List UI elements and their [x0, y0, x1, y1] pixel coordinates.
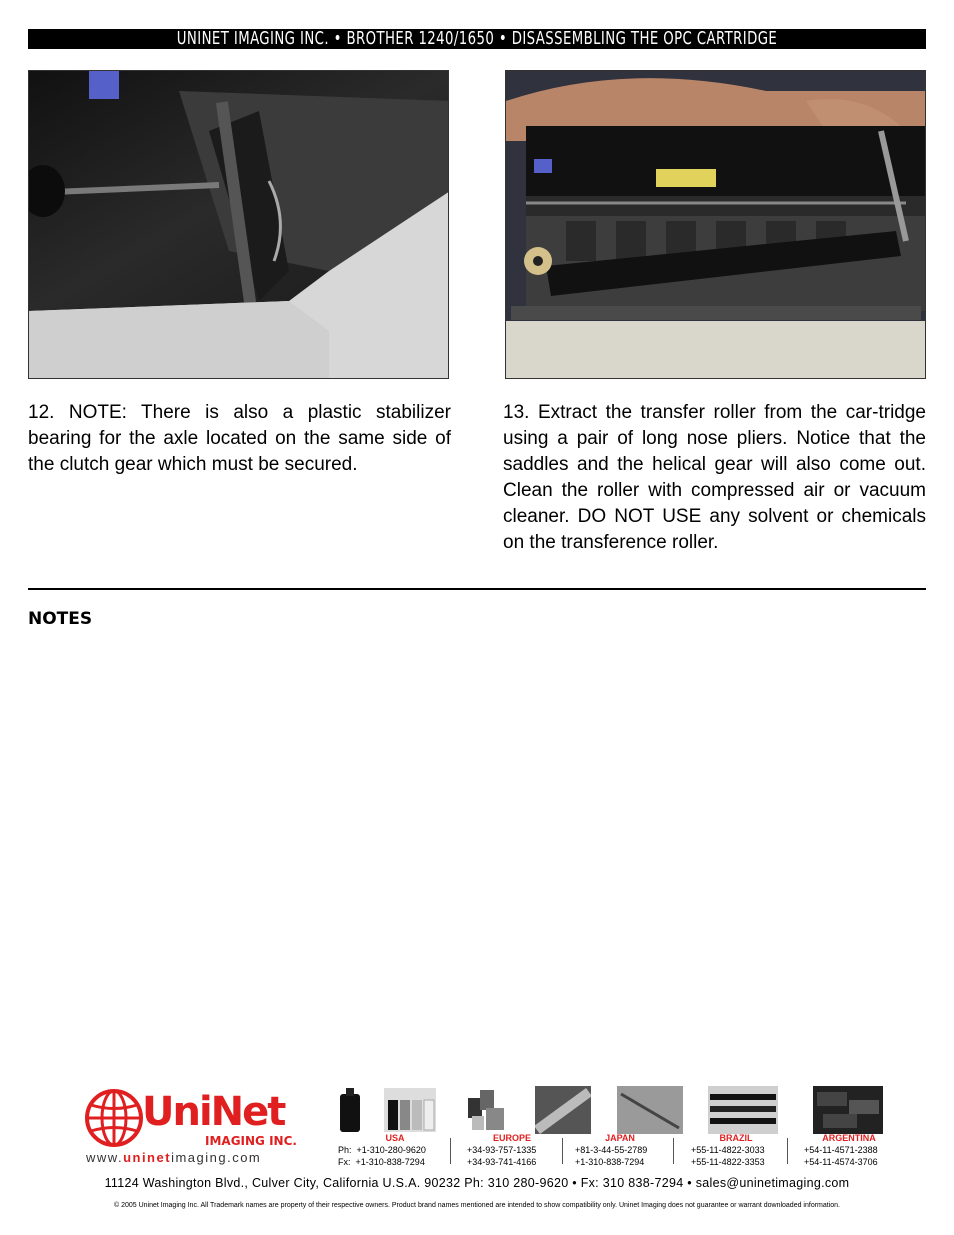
- chips-image: [813, 1086, 883, 1134]
- copyright-notice: © 2005 Uninet Imaging Inc. All Trademark names are property of their respective owners. Product brand names mentioned are intended to show compatibility only. Uninet Imaging does not guarantee or warrant downloaded information.: [113, 1202, 841, 1209]
- step-12-text: 12. NOTE: There is also a plastic stabilizer bearing for the axle located on the same side of the clutch gear which must be secured.: [28, 402, 451, 475]
- region-separator: [562, 1138, 563, 1164]
- region-separator: [673, 1138, 674, 1164]
- fax-number: +34-93-741-4166: [467, 1157, 537, 1167]
- region-separator: [450, 1138, 451, 1164]
- region-name: BRAZIL: [719, 1133, 753, 1143]
- fax-number: +54-11-4574-3706: [804, 1157, 878, 1167]
- blades-image: [708, 1086, 778, 1134]
- step-13-text: 13. Extract the transfer roller from the car-tridge using a pair of long nose pliers. Notice that the saddles and the helical gear will also come out. Clean the roller with compressed air or vacuum cleaner. DO NOT USE any solvent or chemicals on the transference roller.: [503, 402, 926, 553]
- phone-number: +54-11-4571-2388: [804, 1145, 878, 1155]
- notes-heading: NOTES: [28, 609, 93, 629]
- region-brazil: [691, 1132, 781, 1168]
- logo-subtitle: IMAGING INC.: [205, 1134, 297, 1148]
- region-name: ARGENTINA: [822, 1133, 876, 1143]
- website-url[interactable]: www.uninetimaging.com: [86, 1150, 262, 1165]
- phone-number: +81-3-44-55-2789: [575, 1145, 648, 1155]
- logo-wordmark: UniNet: [142, 1089, 285, 1135]
- region-usa: USA Ph: +1-310-280-9620 Fx: +1-310-838-7294: [338, 1132, 448, 1168]
- fax-number: +1-310-838-7294: [355, 1157, 425, 1167]
- phone-number: +34-93-757-1335: [467, 1145, 537, 1155]
- header-bar: [28, 29, 926, 49]
- cartridge-closeup-image: [29, 71, 449, 379]
- region-japan: [575, 1132, 665, 1168]
- phone-number: +55-11-4822-3033: [691, 1145, 765, 1155]
- region-separator: [787, 1138, 788, 1164]
- fax-number: +1-310-838-7294: [575, 1157, 645, 1167]
- region-argentina: [804, 1132, 894, 1168]
- section-divider: [28, 588, 926, 590]
- roller-image: [617, 1086, 683, 1134]
- region-europe: [467, 1132, 557, 1168]
- uninet-logo: [84, 1086, 299, 1168]
- company-address: 11124 Washington Blvd., Culver City, California U.S.A. 90232 Ph: 310 280-9620 • Fx: 310 838-7294 • sales@uninetimaging.com: [104, 1176, 850, 1190]
- region-name: JAPAN: [605, 1133, 635, 1143]
- step-13-photo: [505, 70, 926, 379]
- region-name: USA: [385, 1133, 405, 1143]
- region-name: EUROPE: [492, 1133, 531, 1143]
- fax-number: +55-11-4822-3353: [691, 1157, 765, 1167]
- toner-bottles-image: [336, 1086, 436, 1134]
- product-thumbnails: [336, 1086, 896, 1134]
- cartridge-roller-image: [506, 71, 926, 379]
- page-title: UNINET IMAGING INC. • BROTHER 1240/1650 • DISASSEMBLING THE OPC CARTRIDGE: [176, 28, 778, 49]
- ink-cartridges-image: [464, 1086, 514, 1134]
- step-12-photo: [28, 70, 449, 379]
- globe-icon: [84, 1088, 144, 1148]
- phone-number: +1-310-280-9620: [356, 1145, 426, 1155]
- drum-image: [535, 1086, 591, 1134]
